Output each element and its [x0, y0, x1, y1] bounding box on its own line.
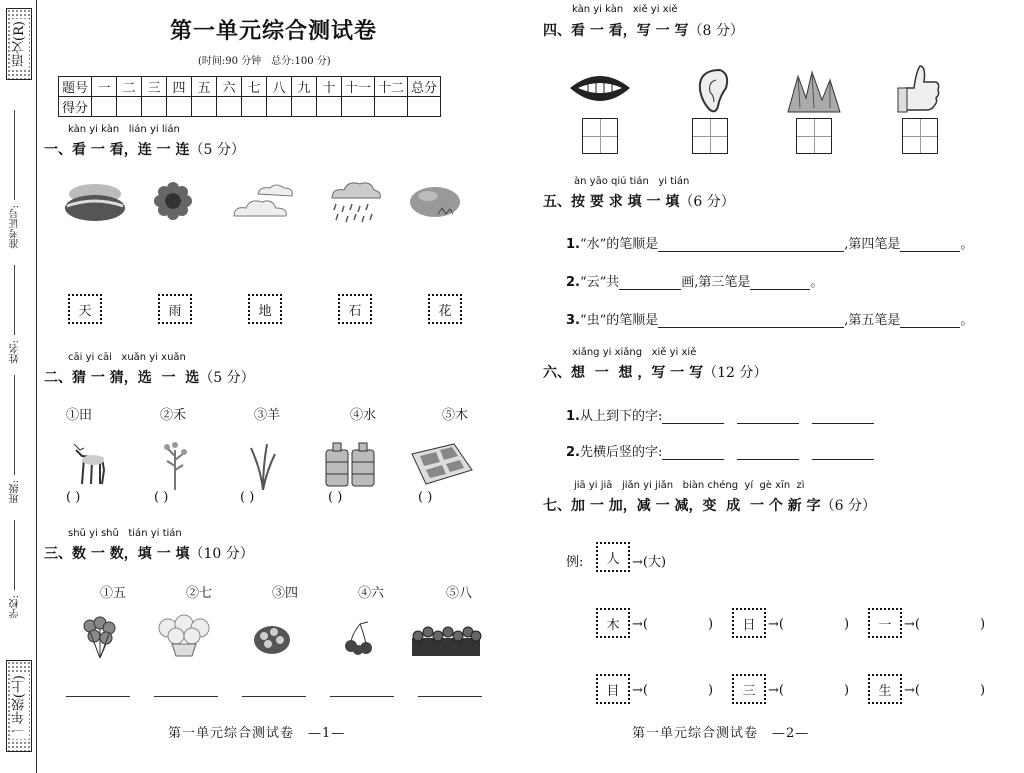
section1-points: （5 分）: [189, 142, 245, 158]
field-line: [14, 375, 15, 475]
section1-heading: [44, 139, 245, 159]
score-cell: 一: [92, 77, 117, 97]
example-char-box: 人: [596, 542, 630, 572]
rain-picture: [326, 180, 382, 226]
answer-blank[interactable]: [658, 313, 844, 328]
transform-close[interactable]: ): [980, 683, 986, 698]
class-label: 班级:: [10, 480, 21, 504]
score-input[interactable]: [375, 97, 408, 117]
count-option-4: ④六: [358, 586, 385, 601]
q-end: 。: [810, 275, 824, 290]
score-input[interactable]: [192, 97, 217, 117]
cherries-picture: [342, 620, 376, 656]
answer-paren[interactable]: ( ): [154, 490, 169, 505]
example-label: 例:: [566, 555, 584, 570]
section2-heading: [44, 367, 255, 387]
score-cell: 八: [267, 77, 292, 97]
char-box-sheng: 生: [868, 674, 902, 704]
option-1: ①田: [66, 408, 93, 423]
grade-tag: 一年级(上): [6, 660, 32, 752]
transform-close[interactable]: ): [980, 617, 986, 632]
score-cell: 十: [317, 77, 342, 97]
count-answer-line[interactable]: [66, 696, 130, 697]
answer-blank[interactable]: [619, 275, 681, 290]
q-number: 3.: [566, 313, 580, 328]
section2-pinyin: cāi yi cāi xuǎn yi xuǎn: [68, 352, 186, 363]
score-cell: 六: [217, 77, 242, 97]
section5-points: （6 分）: [679, 194, 735, 210]
q-number: 1.: [566, 409, 580, 424]
section7-heading: [543, 495, 876, 515]
transform-close[interactable]: ): [844, 683, 850, 698]
q-text: “水”的笔顺是: [579, 237, 659, 252]
balloons-picture: [82, 616, 116, 660]
q-number: 2.: [566, 275, 580, 290]
writing-grid[interactable]: [582, 118, 618, 154]
q-text: “云”共: [579, 275, 620, 290]
answer-paren[interactable]: ( ): [328, 490, 343, 505]
answer-blank[interactable]: [812, 409, 874, 424]
q-text: ,第五笔是: [844, 313, 901, 328]
score-input[interactable]: [342, 97, 375, 117]
flowers-row-picture: [410, 622, 482, 658]
section5-pinyin: àn yāo qiú tián yi tián: [574, 176, 690, 187]
answer-blank[interactable]: [662, 445, 724, 460]
answer-blank[interactable]: [750, 275, 810, 290]
ear-icon: [692, 66, 732, 116]
flowerpot-picture: [156, 614, 212, 658]
transform-arrow: →(: [632, 617, 648, 632]
answer-blank[interactable]: [658, 237, 844, 252]
page1-footer: 第一单元综合测试卷 —1—: [168, 726, 346, 741]
score-input[interactable]: [408, 97, 441, 117]
subject-tag: 语文(R): [6, 8, 32, 80]
page2-footer: 第一单元综合测试卷 —2—: [632, 726, 810, 741]
section4-pinyin: kàn yi kàn xiě yi xiě: [572, 4, 678, 15]
answer-paren[interactable]: ( ): [66, 490, 81, 505]
section4-title: 四、看 一 看，写 一 写: [543, 23, 689, 39]
mountain-icon: [786, 68, 842, 114]
page-title: 第一单元综合测试卷: [170, 19, 378, 44]
q-end: 。: [960, 313, 974, 328]
score-cell: 二: [117, 77, 142, 97]
count-answer-line[interactable]: [242, 696, 306, 697]
q-text: 先横后竖的字:: [579, 445, 663, 460]
school-label: 学校:: [10, 595, 21, 619]
grass-picture: [248, 440, 278, 490]
score-cell: 七: [242, 77, 267, 97]
transform-arrow: →(: [904, 683, 920, 698]
char-box-san: 三: [732, 674, 766, 704]
section3-heading: [44, 543, 254, 563]
transform-arrow: →(: [904, 617, 920, 632]
score-input[interactable]: [267, 97, 292, 117]
transform-close[interactable]: ): [708, 683, 714, 698]
goat-picture: [70, 440, 112, 488]
option-4: ④水: [350, 408, 377, 423]
answer-blank[interactable]: [812, 445, 874, 460]
section7-pinyin: jiā yi jiā jiǎn yi jiǎn biàn chéng yí gè xīn zì: [574, 480, 805, 491]
char-box-yi: 一: [868, 608, 902, 638]
writing-grid[interactable]: [796, 118, 832, 154]
cloud-picture: [228, 180, 300, 224]
score-input[interactable]: [317, 97, 342, 117]
q-text: 从上到下的字:: [579, 409, 663, 424]
score-input[interactable]: [217, 97, 242, 117]
s5-question-3: [566, 309, 973, 328]
transform-close[interactable]: ): [708, 617, 714, 632]
count-option-1: ①五: [100, 586, 127, 601]
writing-grid[interactable]: [902, 118, 938, 154]
binding-sidebar: [0, 0, 40, 773]
score-input[interactable]: [92, 97, 117, 117]
q-number: 1.: [566, 237, 580, 252]
section4-heading: [543, 20, 744, 40]
sidebar-divider: [36, 0, 37, 773]
transform-arrow: →(: [632, 683, 648, 698]
exam-id-label: 准考证号:: [10, 205, 21, 249]
answer-paren[interactable]: ( ): [418, 490, 433, 505]
flower-picture: [152, 180, 194, 222]
char-box-mu: 木: [596, 608, 630, 638]
section7-title: 七、加 一 加，减 一 减，变 成 一 个 新 字: [543, 498, 821, 514]
q-end: 。: [960, 237, 974, 252]
tree-picture: [160, 440, 190, 490]
answer-blank[interactable]: [737, 445, 799, 460]
score-input[interactable]: [242, 97, 267, 117]
hand-icon: [896, 62, 944, 116]
name-label: 姓名:: [10, 340, 21, 364]
score-table: [58, 76, 441, 117]
option-2: ②禾: [160, 408, 187, 423]
answer-paren[interactable]: ( ): [240, 490, 255, 505]
score-cell: 十二: [375, 77, 408, 97]
option-3: ③羊: [254, 408, 281, 423]
answer-blank[interactable]: [900, 313, 960, 328]
score-cell: 五: [192, 77, 217, 97]
cakes-picture: [252, 622, 292, 656]
stone-picture: [408, 182, 462, 220]
section3-title: 三、数 一 数，填 一 填: [44, 546, 190, 562]
transform-arrow: →(: [768, 617, 784, 632]
char-box-yu[interactable]: 雨: [158, 294, 192, 324]
field-picture: [408, 440, 474, 486]
field-line: [14, 520, 15, 590]
section2-title: 二、猜 一 猜，选 一 选: [44, 370, 200, 386]
transform-close[interactable]: ): [844, 617, 850, 632]
section2-points: （5 分）: [199, 370, 255, 386]
section5-heading: [543, 191, 735, 211]
answer-blank[interactable]: [737, 409, 799, 424]
score-row-label: 得分: [59, 97, 92, 117]
score-cell: 总分: [408, 77, 441, 97]
writing-grid[interactable]: [692, 118, 728, 154]
s5-question-2: [566, 271, 823, 290]
char-box-mu-eye: 目: [596, 674, 630, 704]
count-answer-line[interactable]: [154, 696, 218, 697]
field-line: [14, 110, 15, 200]
section5-title: 五、按 要 求 填 一 填: [543, 194, 680, 210]
section3-points: （10 分）: [189, 546, 254, 562]
s6-question-2: [566, 441, 874, 460]
q-text: 画,第三笔是: [681, 275, 751, 290]
section6-title: 六、想 一 想 ，写 一 写: [543, 365, 704, 381]
char-box-tian[interactable]: 天: [68, 294, 102, 324]
score-input[interactable]: [142, 97, 167, 117]
s5-question-1: [566, 233, 973, 252]
section7-points: （6 分）: [820, 498, 876, 514]
score-cell: 题号: [59, 77, 92, 97]
char-box-ri: 日: [732, 608, 766, 638]
section6-pinyin: xiǎng yi xiǎng xiě yi xiě: [572, 347, 697, 358]
count-option-5: ⑤八: [446, 586, 473, 601]
score-cell: 九: [292, 77, 317, 97]
count-answer-line[interactable]: [330, 696, 394, 697]
answer-blank[interactable]: [900, 237, 960, 252]
char-box-hua[interactable]: 花: [428, 294, 462, 324]
example-result: →(大): [632, 555, 667, 570]
score-cell: 三: [142, 77, 167, 97]
q-text: “虫”的笔顺是: [579, 313, 659, 328]
section1-pinyin: kàn yi kàn lián yi lián: [68, 124, 180, 135]
score-cell: 十一: [342, 77, 375, 97]
score-input[interactable]: [292, 97, 317, 117]
land-picture: [62, 178, 128, 224]
count-option-2: ②七: [186, 586, 213, 601]
q-text: ,第四笔是: [844, 237, 901, 252]
section1-title: 一、看 一 看，连 一 连: [44, 142, 190, 158]
char-box-shi[interactable]: 石: [338, 294, 372, 324]
water-bottles-picture: [324, 440, 378, 488]
section6-points: （12 分）: [703, 365, 768, 381]
count-answer-line[interactable]: [418, 696, 482, 697]
char-box-di[interactable]: 地: [248, 294, 282, 324]
q-number: 2.: [566, 445, 580, 460]
section6-heading: [543, 362, 767, 382]
exam-time-info: (时间:90 分钟 总分:100 分): [198, 56, 331, 67]
field-line: [14, 265, 15, 335]
mouth-icon: [568, 70, 632, 110]
section4-points: （8 分）: [688, 23, 744, 39]
score-input[interactable]: [167, 97, 192, 117]
section3-pinyin: shǔ yi shǔ tián yi tián: [68, 528, 182, 539]
answer-blank[interactable]: [662, 409, 724, 424]
option-5: ⑤木: [442, 408, 469, 423]
count-option-3: ③四: [272, 586, 299, 601]
s6-question-1: [566, 405, 874, 424]
score-input[interactable]: [117, 97, 142, 117]
transform-arrow: →(: [768, 683, 784, 698]
score-cell: 四: [167, 77, 192, 97]
